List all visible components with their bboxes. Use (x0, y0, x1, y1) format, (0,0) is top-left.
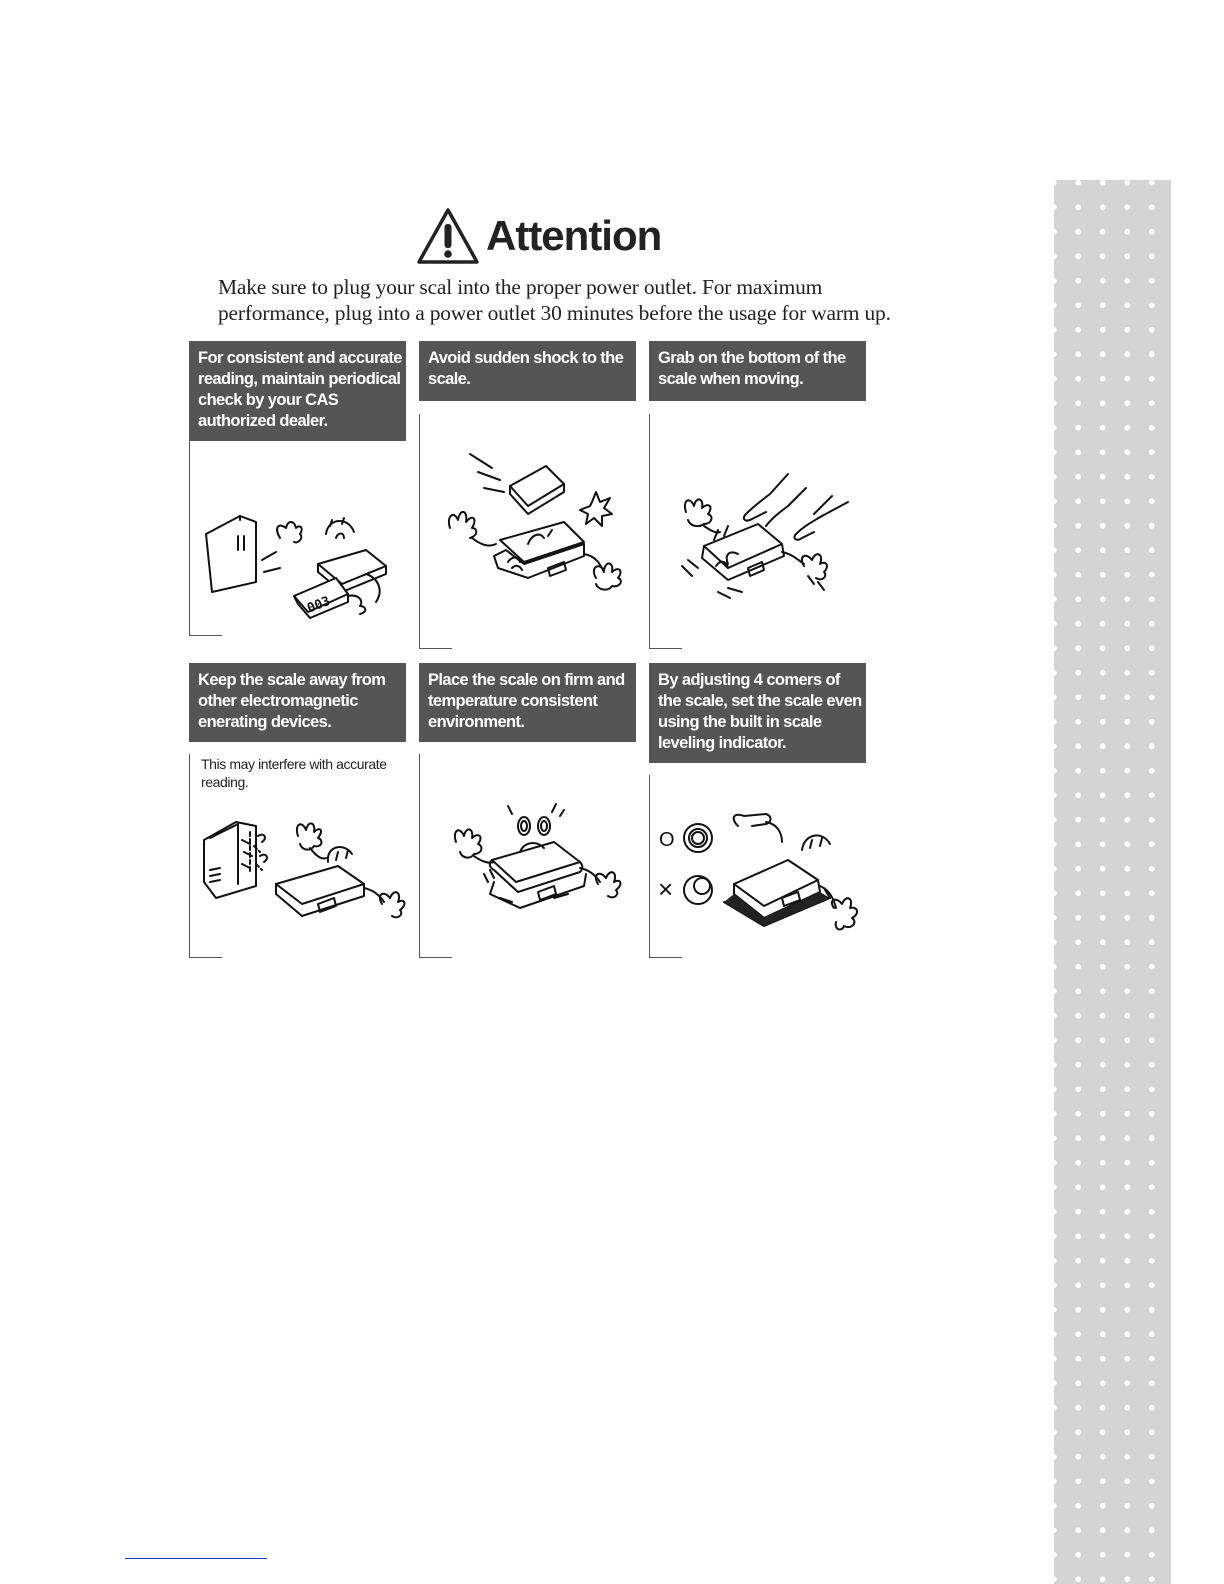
card-body (189, 441, 406, 636)
scale-unstable-icon (428, 802, 638, 932)
footer-rule (125, 1558, 267, 1559)
card-firm-surface (419, 663, 636, 958)
card-body (419, 754, 636, 958)
card-carry-bottom (649, 341, 866, 649)
card-body (189, 754, 406, 958)
wrong-mark: × (658, 874, 674, 904)
attention-heading (416, 205, 661, 267)
correct-mark: O (659, 829, 675, 851)
interference-note: This may interfere with accurate reading. (201, 756, 387, 790)
card-header: By adjusting 4 comers of the scale, set the scale even using the built in scale leveling indicator. (649, 663, 866, 763)
card-avoid-shock (419, 341, 636, 649)
card-body (649, 775, 866, 958)
card-header: Place the scale on firm and temperature consistent environment. (419, 663, 636, 742)
scale-with-outlet-icon (198, 446, 408, 636)
intro-line-2: performance, plug into a power outlet 30 minutes before the usage for warm up. (218, 301, 891, 325)
card-body (419, 414, 636, 649)
attention-intro (218, 274, 918, 326)
card-electromagnetic (189, 663, 406, 958)
side-dot-strip (1054, 180, 1171, 1584)
card-periodic-check (189, 341, 406, 636)
card-header: Keep the scale away from other electromagnetic enerating devices. (189, 663, 406, 742)
scale-leveling-icon (654, 790, 868, 940)
card-header: For consistent and accurate reading, maintain periodical check by your CAS authorized dealer. (189, 341, 406, 441)
attention-title: Attention (486, 212, 662, 259)
scale-electromagnetic-icon (198, 812, 408, 942)
card-header: Avoid sudden shock to the scale. (419, 341, 636, 401)
scale-display-digits: 003 (305, 593, 333, 617)
card-header: Grab on the bottom of the scale when moving. (649, 341, 866, 401)
warning-triangle-icon (416, 207, 480, 265)
card-body (649, 414, 866, 649)
scale-shock-icon (428, 444, 638, 644)
card-leveling (649, 663, 866, 958)
intro-line-1: Make sure to plug your scal into the proper power outlet. For maximum (218, 275, 823, 299)
scale-carry-icon (658, 464, 868, 664)
